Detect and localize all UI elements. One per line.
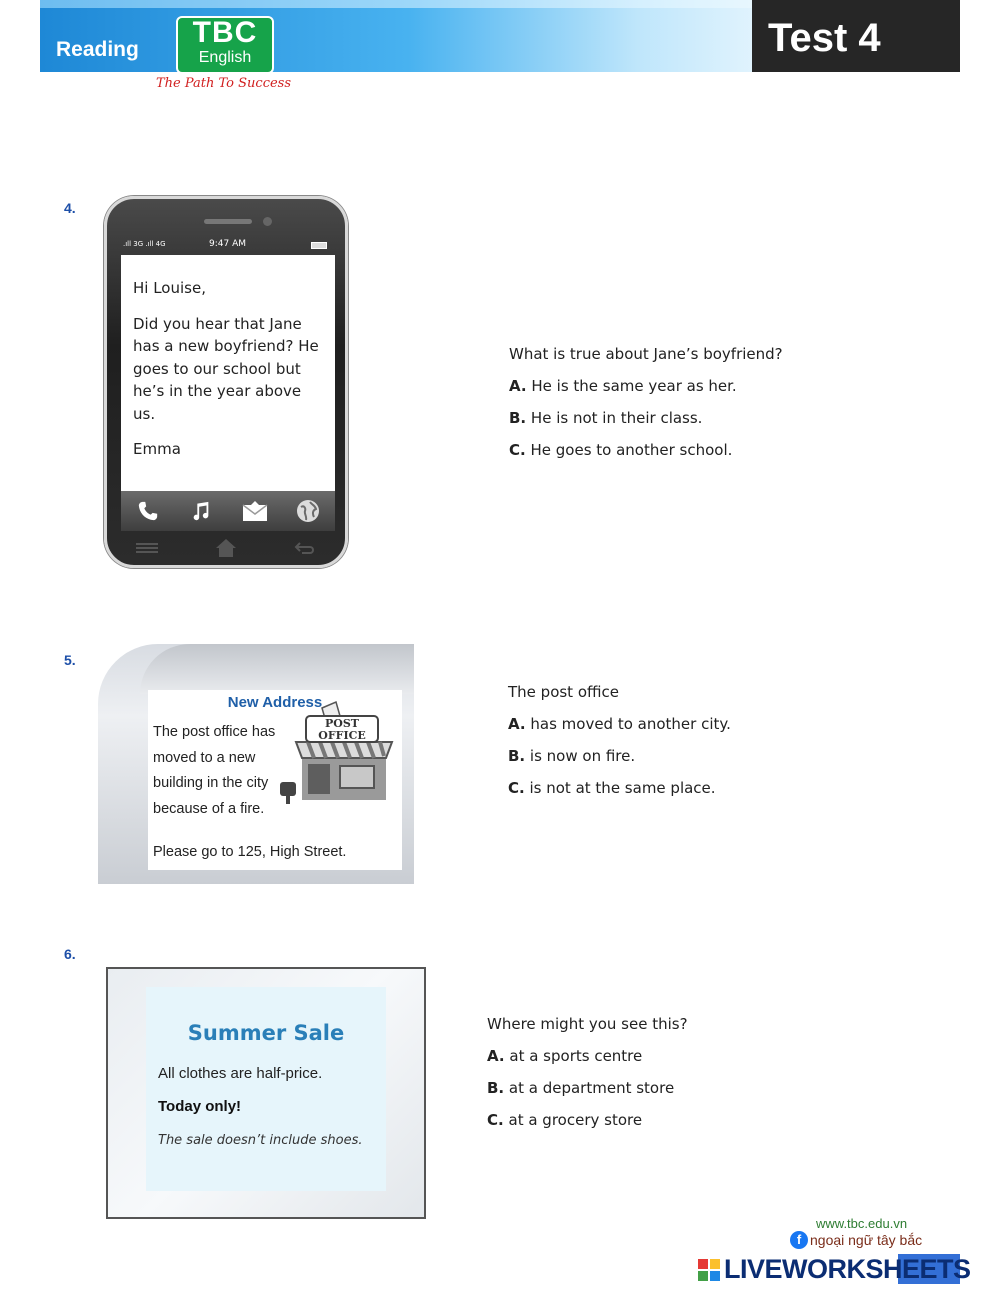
sale-line-2: Today only!	[158, 1098, 242, 1115]
facebook-link[interactable]	[790, 1231, 922, 1249]
phone-status-bar	[121, 239, 335, 253]
signal-icon: .ıll 3G .ıll 4G	[123, 240, 166, 248]
q4-option-b[interactable]: B. He is not in their class.	[509, 409, 703, 427]
tagline: The Path To Success	[156, 76, 292, 91]
q5-option-c[interactable]: C. is not at the same place.	[508, 779, 716, 797]
q6-option-a[interactable]: A. at a sports centre	[487, 1047, 643, 1065]
battery-icon	[311, 242, 327, 249]
question-number-6: 6.	[64, 946, 76, 962]
phone-call-icon	[134, 497, 162, 525]
mail-icon	[241, 497, 269, 525]
phone-screen	[121, 255, 335, 491]
post-office-icon	[278, 698, 398, 808]
music-icon	[187, 497, 215, 525]
message-signoff: Emma	[133, 440, 181, 458]
facebook-text: ngoại ngữ tây bắc	[810, 1232, 923, 1248]
phone-illustration	[104, 196, 348, 568]
message-greeting: Hi Louise,	[133, 279, 206, 297]
q5-option-a[interactable]: A. has moved to another city.	[508, 715, 731, 733]
globe-icon	[294, 497, 322, 525]
notice-card	[148, 690, 402, 870]
sale-line-3: The sale doesn’t include shoes.	[158, 1133, 363, 1148]
question-6-text: Where might you see this?	[487, 1015, 688, 1033]
phone-speaker	[204, 219, 252, 224]
q4-option-c[interactable]: C. He goes to another school.	[509, 441, 733, 459]
phone-dock	[121, 491, 335, 531]
notice-body: The post office has moved to a new building in the city because of a fire.	[153, 724, 276, 817]
home-icon	[215, 538, 237, 558]
back-icon	[294, 541, 316, 555]
sale-line-1: All clothes are half-price.	[158, 1065, 323, 1082]
sale-sign	[146, 987, 386, 1191]
sign-line-2: OFFICE	[318, 729, 366, 742]
phone-nav-bar	[107, 531, 345, 565]
notice-footer: Please go to 125, High Street.	[153, 844, 347, 860]
website-link[interactable]: www.tbc.edu.vn	[816, 1216, 908, 1231]
section-label: Reading	[56, 38, 139, 61]
test-title: Test 4	[752, 0, 960, 72]
sale-title: Summer Sale	[187, 1021, 345, 1045]
question-number-5: 5.	[64, 652, 76, 668]
liveworksheets-text: LIVEWORKSHEETS	[724, 1254, 971, 1284]
tbc-logo	[176, 16, 274, 74]
notice-paper-fold	[140, 644, 414, 694]
phone-camera	[263, 217, 272, 226]
q6-option-b[interactable]: B. at a department store	[487, 1079, 675, 1097]
phone-time: 9:47 AM	[209, 239, 246, 249]
message-body: Did you hear that Jane has a new boyfriend? He goes to our school but he’s in the year above us.	[133, 314, 319, 423]
question-5-block	[508, 676, 731, 804]
facebook-icon: f	[790, 1231, 808, 1249]
question-5-text: The post office	[508, 683, 619, 701]
sale-sign-frame	[106, 967, 426, 1219]
question-number-4: 4.	[64, 200, 76, 216]
q5-option-b[interactable]: B. is now on fire.	[508, 747, 636, 765]
sign-line-1: POST	[325, 717, 359, 730]
notice-title: New Address	[227, 694, 323, 711]
liveworksheets-logo	[698, 1254, 971, 1285]
question-4-block	[509, 338, 783, 466]
liveworksheets-icon	[698, 1259, 720, 1281]
logo-top-text: TBC	[192, 16, 258, 49]
logo-sub-text: English	[198, 49, 252, 66]
q4-option-a[interactable]: A. He is the same year as her.	[509, 377, 737, 395]
question-4-text: What is true about Jane’s boyfriend?	[509, 345, 783, 363]
q6-option-c[interactable]: C. at a grocery store	[487, 1111, 643, 1129]
question-6-block	[487, 1008, 688, 1136]
menu-icon	[136, 542, 158, 554]
